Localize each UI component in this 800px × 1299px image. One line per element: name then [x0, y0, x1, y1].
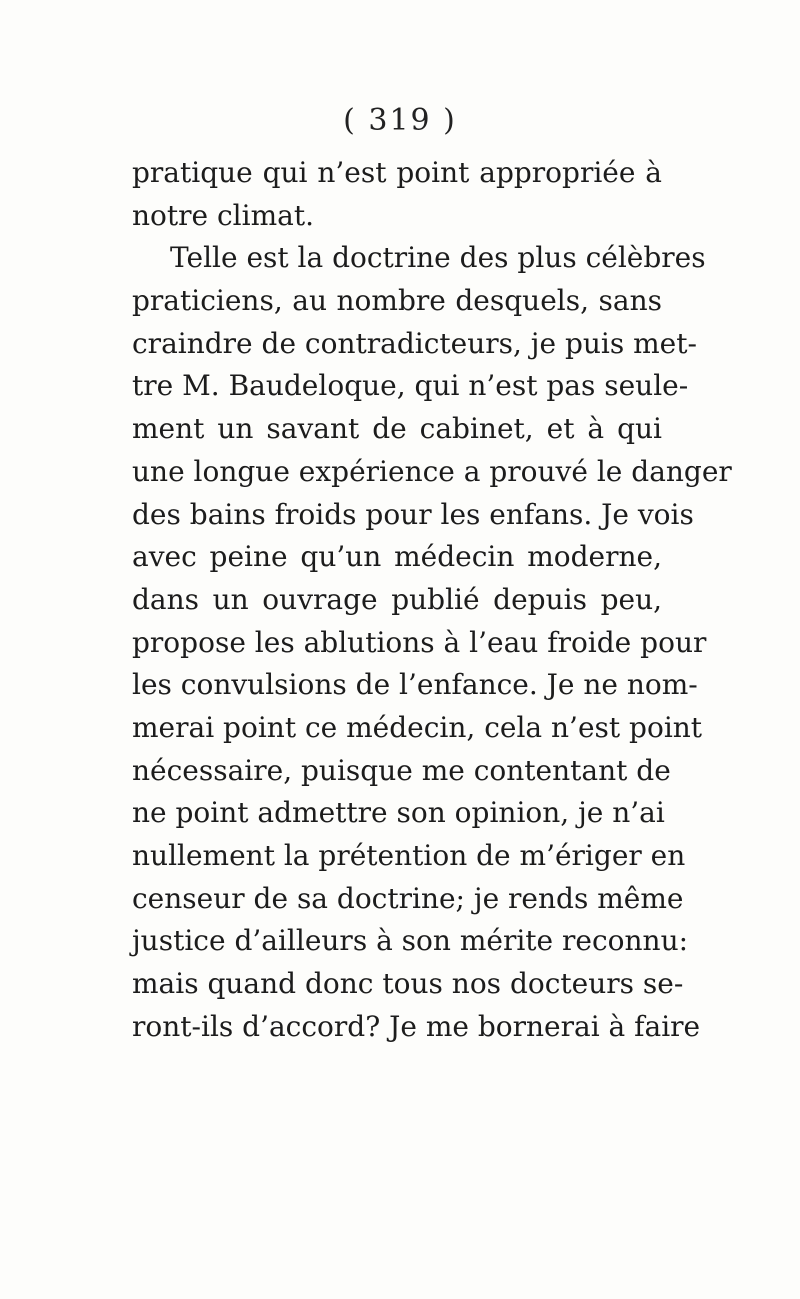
text-line: Telle est la doctrine des plus célèbres [170, 241, 706, 275]
text-line: justice d’ailleurs à son mérite reconnu: [132, 924, 689, 958]
text-line: praticiens, au nombre desquels, sans [132, 284, 662, 318]
text-line: craindre de contradicteurs, je puis met- [132, 326, 697, 360]
text-line: notre climat. [132, 198, 314, 232]
text-line: merai point ce médecin, cela n’est point [132, 710, 703, 744]
text-line: censeur de sa doctrine; je rends même [132, 881, 684, 915]
text-line: avec peine qu’un médecin moderne, [132, 540, 662, 574]
text-line: pratique qui n’est point appropriée à [132, 156, 662, 189]
page-number: ( 319 ) [343, 103, 457, 138]
body-text [132, 152, 732, 1048]
text-line: dans un ouvrage publié depuis peu, [132, 582, 662, 616]
text-line: tre M. Baudeloque, qui n’est pas seule- [132, 369, 689, 403]
text-line: les convulsions de l’enfance. Je ne nom- [132, 668, 698, 702]
text-line: ront-ils d’accord? Je me bornerai à faire [132, 1009, 701, 1043]
text-line: nécessaire, puisque me contentant de [132, 753, 671, 787]
text-line: propose les ablutions à l’eau froide pour [132, 625, 707, 659]
text-line: ment un savant de cabinet, et à qui [132, 412, 662, 446]
text-line: ne point admettre son opinion, je n’ai [132, 796, 665, 830]
text-line: nullement la prétention de m’ériger en [132, 839, 686, 872]
text-line: une longue expérience a prouvé le danger [132, 454, 732, 488]
text-line: des bains froids pour les enfans. Je vois [132, 497, 694, 531]
text-line: mais quand donc tous nos docteurs se- [132, 967, 684, 1001]
